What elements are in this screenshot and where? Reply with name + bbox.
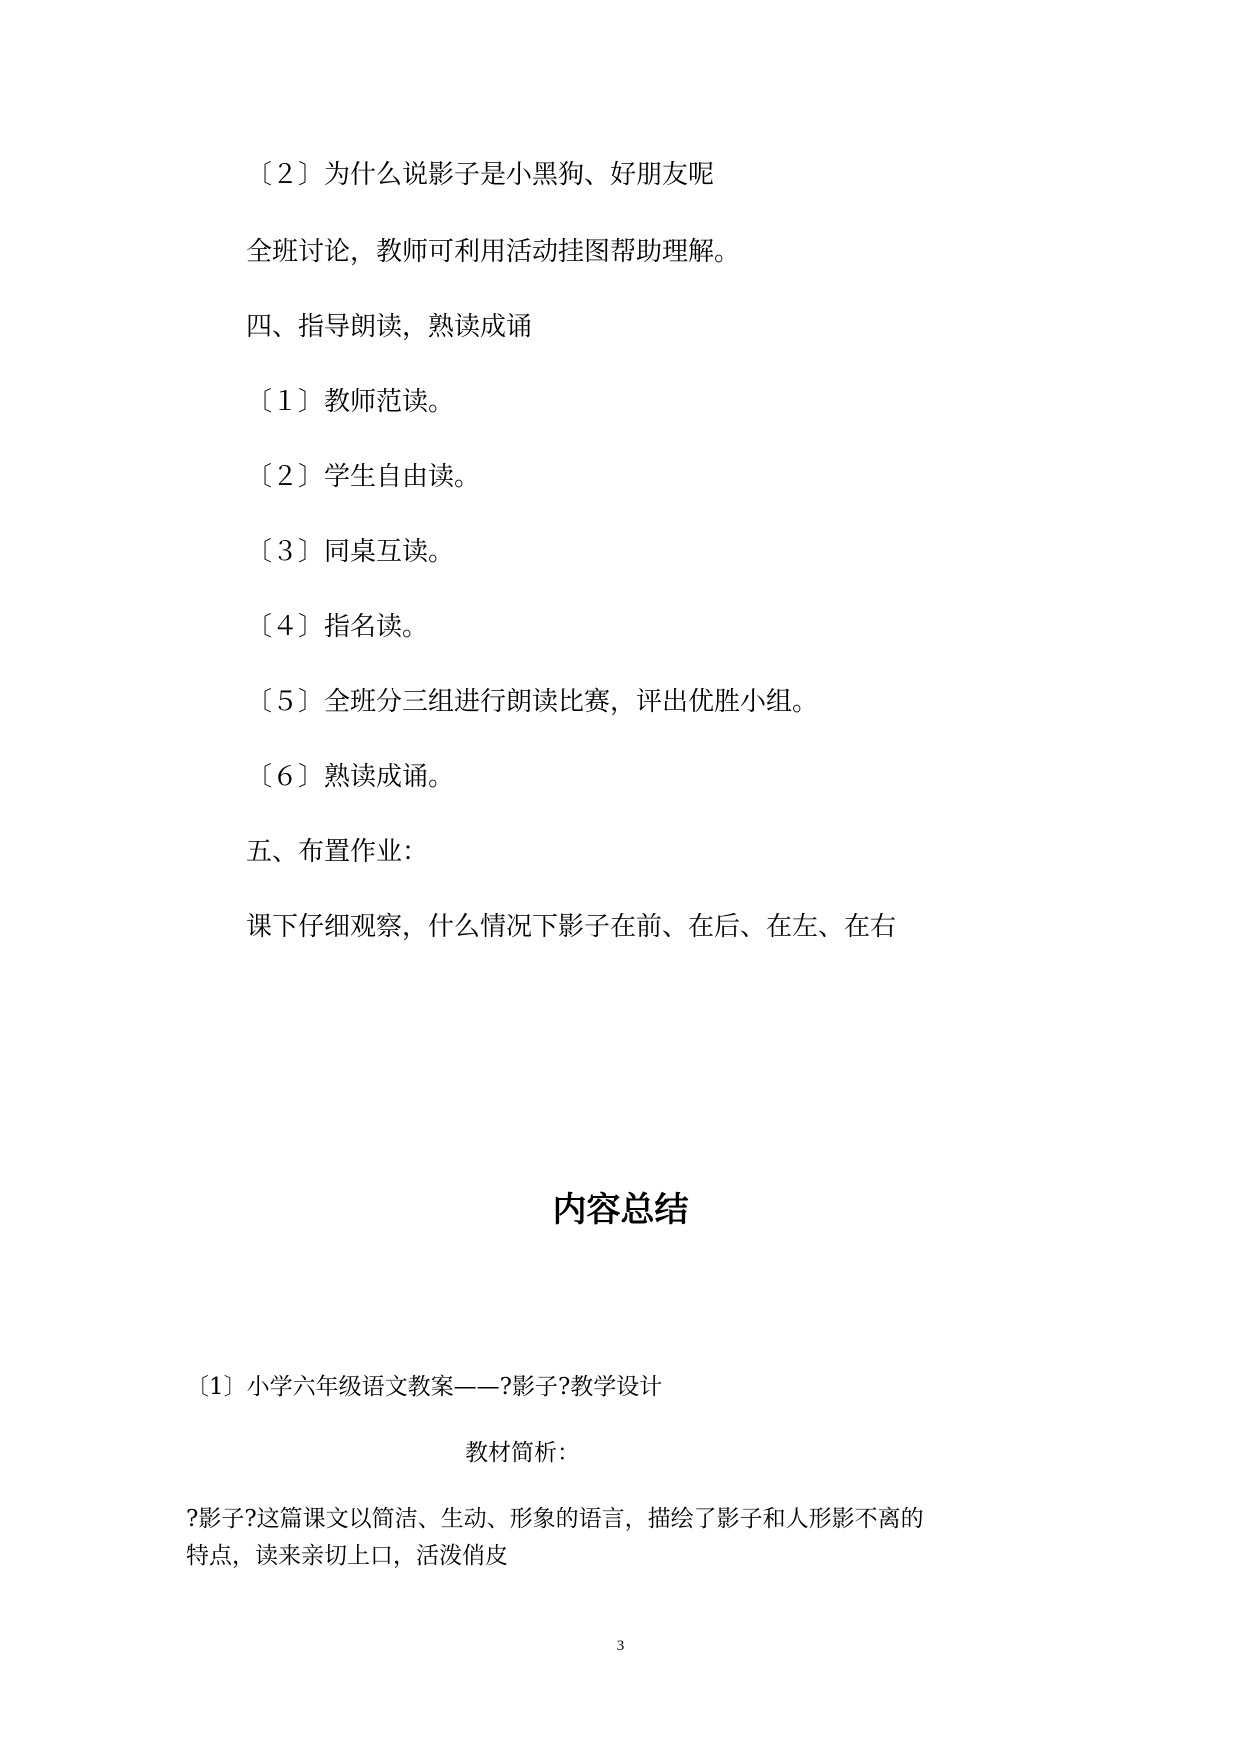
section-heading-reading: 四、指导朗读，熟读成诵: [246, 312, 533, 342]
list-item-5: 〔５〕全班分三组进行朗读比赛，评出优胜小组。: [246, 687, 819, 717]
summary-paragraph-line-2: 特点，读来亲切上口，活泼俏皮: [186, 1543, 508, 1569]
summary-paragraph-line-1: ?影子?这篇课文以简洁、生动、形象的语言，描绘了影子和人形影不离的: [186, 1506, 924, 1532]
list-item-6: 〔６〕熟读成诵。: [246, 762, 455, 792]
list-item-4: 〔４〕指名读。: [246, 612, 429, 642]
list-item-3: 〔３〕同桌互读。: [246, 537, 455, 567]
text-line-question-2: 〔２〕为什么说影子是小黑狗、好朋友呢: [246, 160, 715, 190]
text-line-class-discussion: 全班讨论，教师可利用活动挂图帮助理解。: [246, 237, 741, 267]
text-line-homework: 课下仔细观察，什么情况下影子在前、在后、在左、在右: [246, 912, 897, 942]
summary-title: 内容总结: [552, 1190, 689, 1230]
section-heading-homework: 五、布置作业：: [246, 837, 429, 867]
list-item-1: 〔１〕教师范读。: [246, 387, 455, 417]
page-number: 3: [616, 1638, 625, 1654]
list-item-2: 〔２〕学生自由读。: [246, 462, 481, 492]
summary-item: 〔1〕小学六年级语文教案——?影子?教学设计: [186, 1374, 663, 1400]
summary-subheading: 教材简析：: [465, 1440, 580, 1466]
